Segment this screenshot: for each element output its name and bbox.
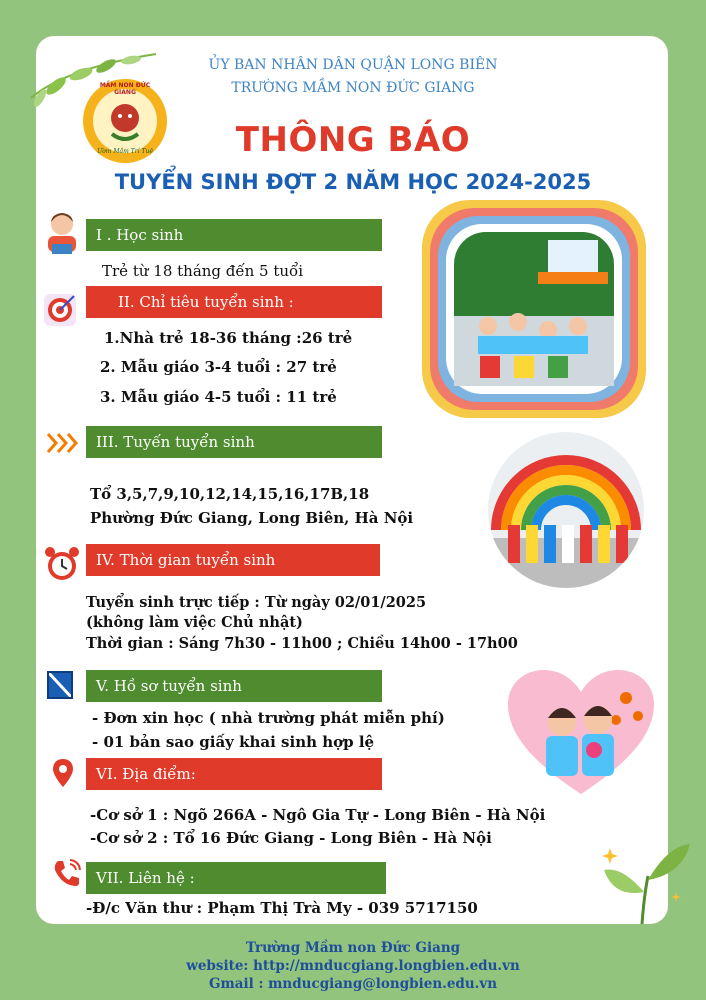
page-title: THÔNG BÁO <box>235 120 471 160</box>
section-7-heading: VII. Liên hệ : <box>86 862 386 894</box>
arrows-icon <box>46 432 80 454</box>
balloon-arch-photo <box>486 430 646 590</box>
logo-motto: Ươm Mầm Trí Tuệ <box>97 148 153 155</box>
footer-website: website: http://mnducgiang.longbien.edu.vn <box>186 958 520 974</box>
section-1-line-1: Trẻ từ 18 tháng đến 5 tuổi <box>102 262 304 280</box>
heart-children-photo <box>506 668 656 798</box>
header-line-2: TRƯỜNG MẦM NON ĐỨC GIANG <box>231 80 475 96</box>
logo-ring-text: MẦM NON ĐỨC GIANG <box>99 82 151 96</box>
section-3-line-2: Phường Đức Giang, Long Biên, Hà Nội <box>90 509 414 527</box>
section-7-line-1: -Đ/c Văn thư : Phạm Thị Trà My - 039 5717150 <box>86 899 478 917</box>
alarm-clock-icon <box>44 544 80 584</box>
sprout-decoration <box>598 836 692 926</box>
section-4-heading: IV. Thời gian tuyển sinh <box>86 544 380 576</box>
section-2-line-1: 1.Nhà trẻ 18-36 tháng :26 trẻ <box>104 329 353 347</box>
footer-school-name: Trường Mầm non Đức Giang <box>245 940 461 956</box>
section-3-line-1: Tổ 3,5,7,9,10,12,14,15,16,17B,18 <box>90 485 370 503</box>
section-2-line-3: 3. Mẫu giáo 4-5 tuổi : 11 trẻ <box>100 388 337 406</box>
section-6-line-2: -Cơ sở 2 : Tổ 16 Đức Giang - Long Biên - Hà Nội <box>90 829 492 847</box>
section-5-line-2: - 01 bản sao giấy khai sinh hợp lệ <box>92 733 375 751</box>
section-6-heading: VI. Địa điểm: <box>86 758 382 790</box>
section-1-heading: I . Học sinh <box>86 219 382 251</box>
document-icon <box>46 670 74 700</box>
section-5-line-1: - Đơn xin học ( nhà trường phát miễn phí) <box>92 709 445 727</box>
classroom-photo <box>418 196 650 422</box>
section-6-line-1: -Cơ sở 1 : Ngõ 266A - Ngô Gia Tự - Long Biên - Hà Nội <box>90 806 546 824</box>
section-3-heading: III. Tuyến tuyển sinh <box>86 426 382 458</box>
section-4-line-2: (không làm việc Chủ nhật) <box>86 614 303 631</box>
section-2-heading: II. Chỉ tiêu tuyển sinh : <box>86 286 382 318</box>
section-4-line-1: Tuyển sinh trực tiếp : Từ ngày 02/01/2025 <box>86 594 427 611</box>
header-line-1: ỦY BAN NHÂN DÂN QUẬN LONG BIÊN <box>208 57 498 73</box>
target-icon <box>42 292 78 328</box>
phone-icon <box>52 858 82 888</box>
location-pin-icon <box>52 758 74 788</box>
section-5-heading: V. Hồ sơ tuyển sinh <box>86 670 382 702</box>
page-subtitle: TUYỂN SINH ĐỢT 2 NĂM HỌC 2024-2025 <box>114 170 592 194</box>
section-2-line-2: 2. Mẫu giáo 3-4 tuổi : 27 trẻ <box>100 358 337 376</box>
section-4-line-3: Thời gian : Sáng 7h30 - 11h00 ; Chiều 14h00 - 17h00 <box>86 635 518 652</box>
footer-gmail: Gmail : mnducgiang@longbien.edu.vn <box>208 976 498 992</box>
student-icon <box>42 210 82 258</box>
